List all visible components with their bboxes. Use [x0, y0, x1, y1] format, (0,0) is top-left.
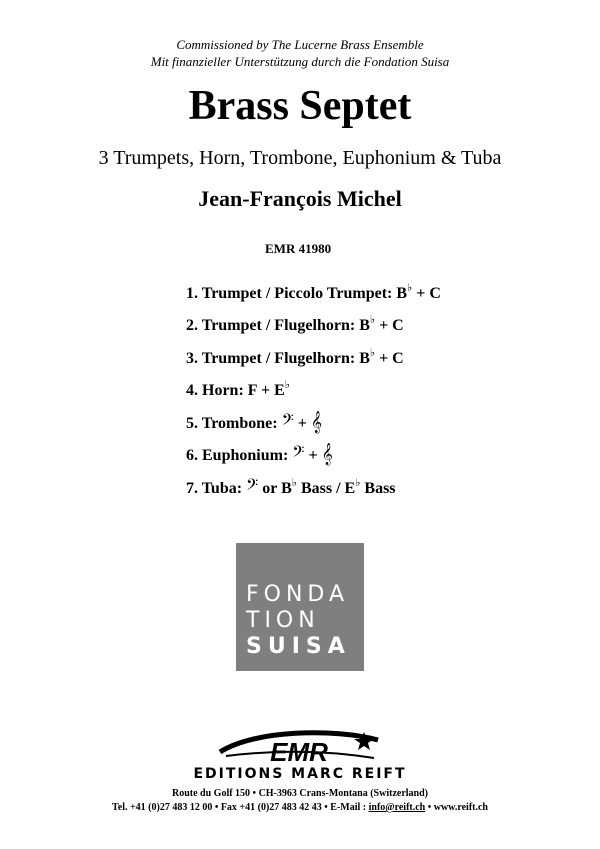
part-label-end: Bass [360, 479, 396, 497]
commission-note [0, 36, 600, 70]
treble-clef-icon: 𝄞 [310, 412, 323, 434]
part-label: 7. Tuba: [186, 479, 247, 497]
emr-logo-icon [214, 726, 384, 770]
part-item [186, 310, 441, 342]
treble-clef-icon: 𝄞 [321, 444, 333, 466]
emr-mark-text: EMR [270, 737, 328, 767]
bass-clef-icon: 𝄢 [292, 444, 305, 466]
part-label-end: Bass / E [296, 479, 356, 497]
part-label-end: + C [375, 317, 404, 335]
logo-line-2: TION [246, 608, 320, 633]
part-label: 2. Trumpet / Flugelhorn: B [186, 317, 370, 335]
part-item [186, 407, 441, 439]
part-label: 6. Euphonium: [186, 447, 293, 465]
commission-line-1: Commissioned by The Lucerne Brass Ensemble [176, 37, 424, 52]
part-label: 5. Trombone: [186, 415, 282, 433]
bass-clef-icon: 𝄢 [246, 476, 259, 498]
part-label-plus: + [304, 447, 322, 465]
contact-web: • www.reift.ch [425, 802, 488, 813]
parts-list [186, 278, 441, 504]
part-label: 1. Trumpet / Piccolo Trumpet: B [186, 285, 408, 302]
flat-sign: ♭ [291, 476, 297, 489]
part-item [186, 375, 441, 407]
instrumentation-subtitle: 3 Trumpets, Horn, Trombone, Euphonium & Tuba [98, 147, 502, 169]
part-item [186, 343, 441, 375]
part-item [186, 439, 441, 471]
publisher-contacts [0, 801, 600, 814]
part-label-mid: or B [258, 479, 292, 497]
part-label-end: + C [412, 285, 441, 302]
page-title: Brass Septet [188, 83, 412, 129]
email-link[interactable]: info@reift.ch [368, 802, 426, 813]
logo-line-1: FONDA [246, 582, 350, 607]
bass-clef-icon: 𝄢 [281, 412, 294, 434]
publisher-address: Route du Golf 150 • CH-3963 Crans-Montana (Switzerland) [172, 788, 428, 799]
part-label-end: + C [375, 349, 404, 367]
composer-name: Jean-François Michel [198, 186, 402, 211]
flat-sign: ♭ [369, 346, 376, 359]
flat-sign: ♭ [355, 476, 361, 489]
part-item [186, 278, 441, 310]
part-item [186, 472, 441, 504]
part-label: 3. Trumpet / Flugelhorn: B [186, 349, 370, 367]
part-label-plus: + [293, 415, 311, 433]
flat-sign: ♭ [284, 378, 290, 391]
publisher-name: EDITIONS MARC REIFT [193, 766, 407, 782]
commission-line-2: Mit finanzieller Unterstützung durch die Fondation Suisa [150, 54, 450, 69]
flat-sign: ♭ [369, 314, 376, 327]
part-label: 4. Horn: F + E [186, 381, 285, 399]
contact-phone-fax: Tel. +41 (0)27 483 12 00 • Fax +41 (0)27 483 42 43 • E-Mail : [112, 802, 369, 813]
flat-sign: ♭ [407, 282, 413, 294]
fondation-suisa-logo [236, 543, 364, 671]
catalog-code: EMR 41980 [265, 241, 332, 256]
logo-line-3: SUISA [246, 634, 351, 659]
